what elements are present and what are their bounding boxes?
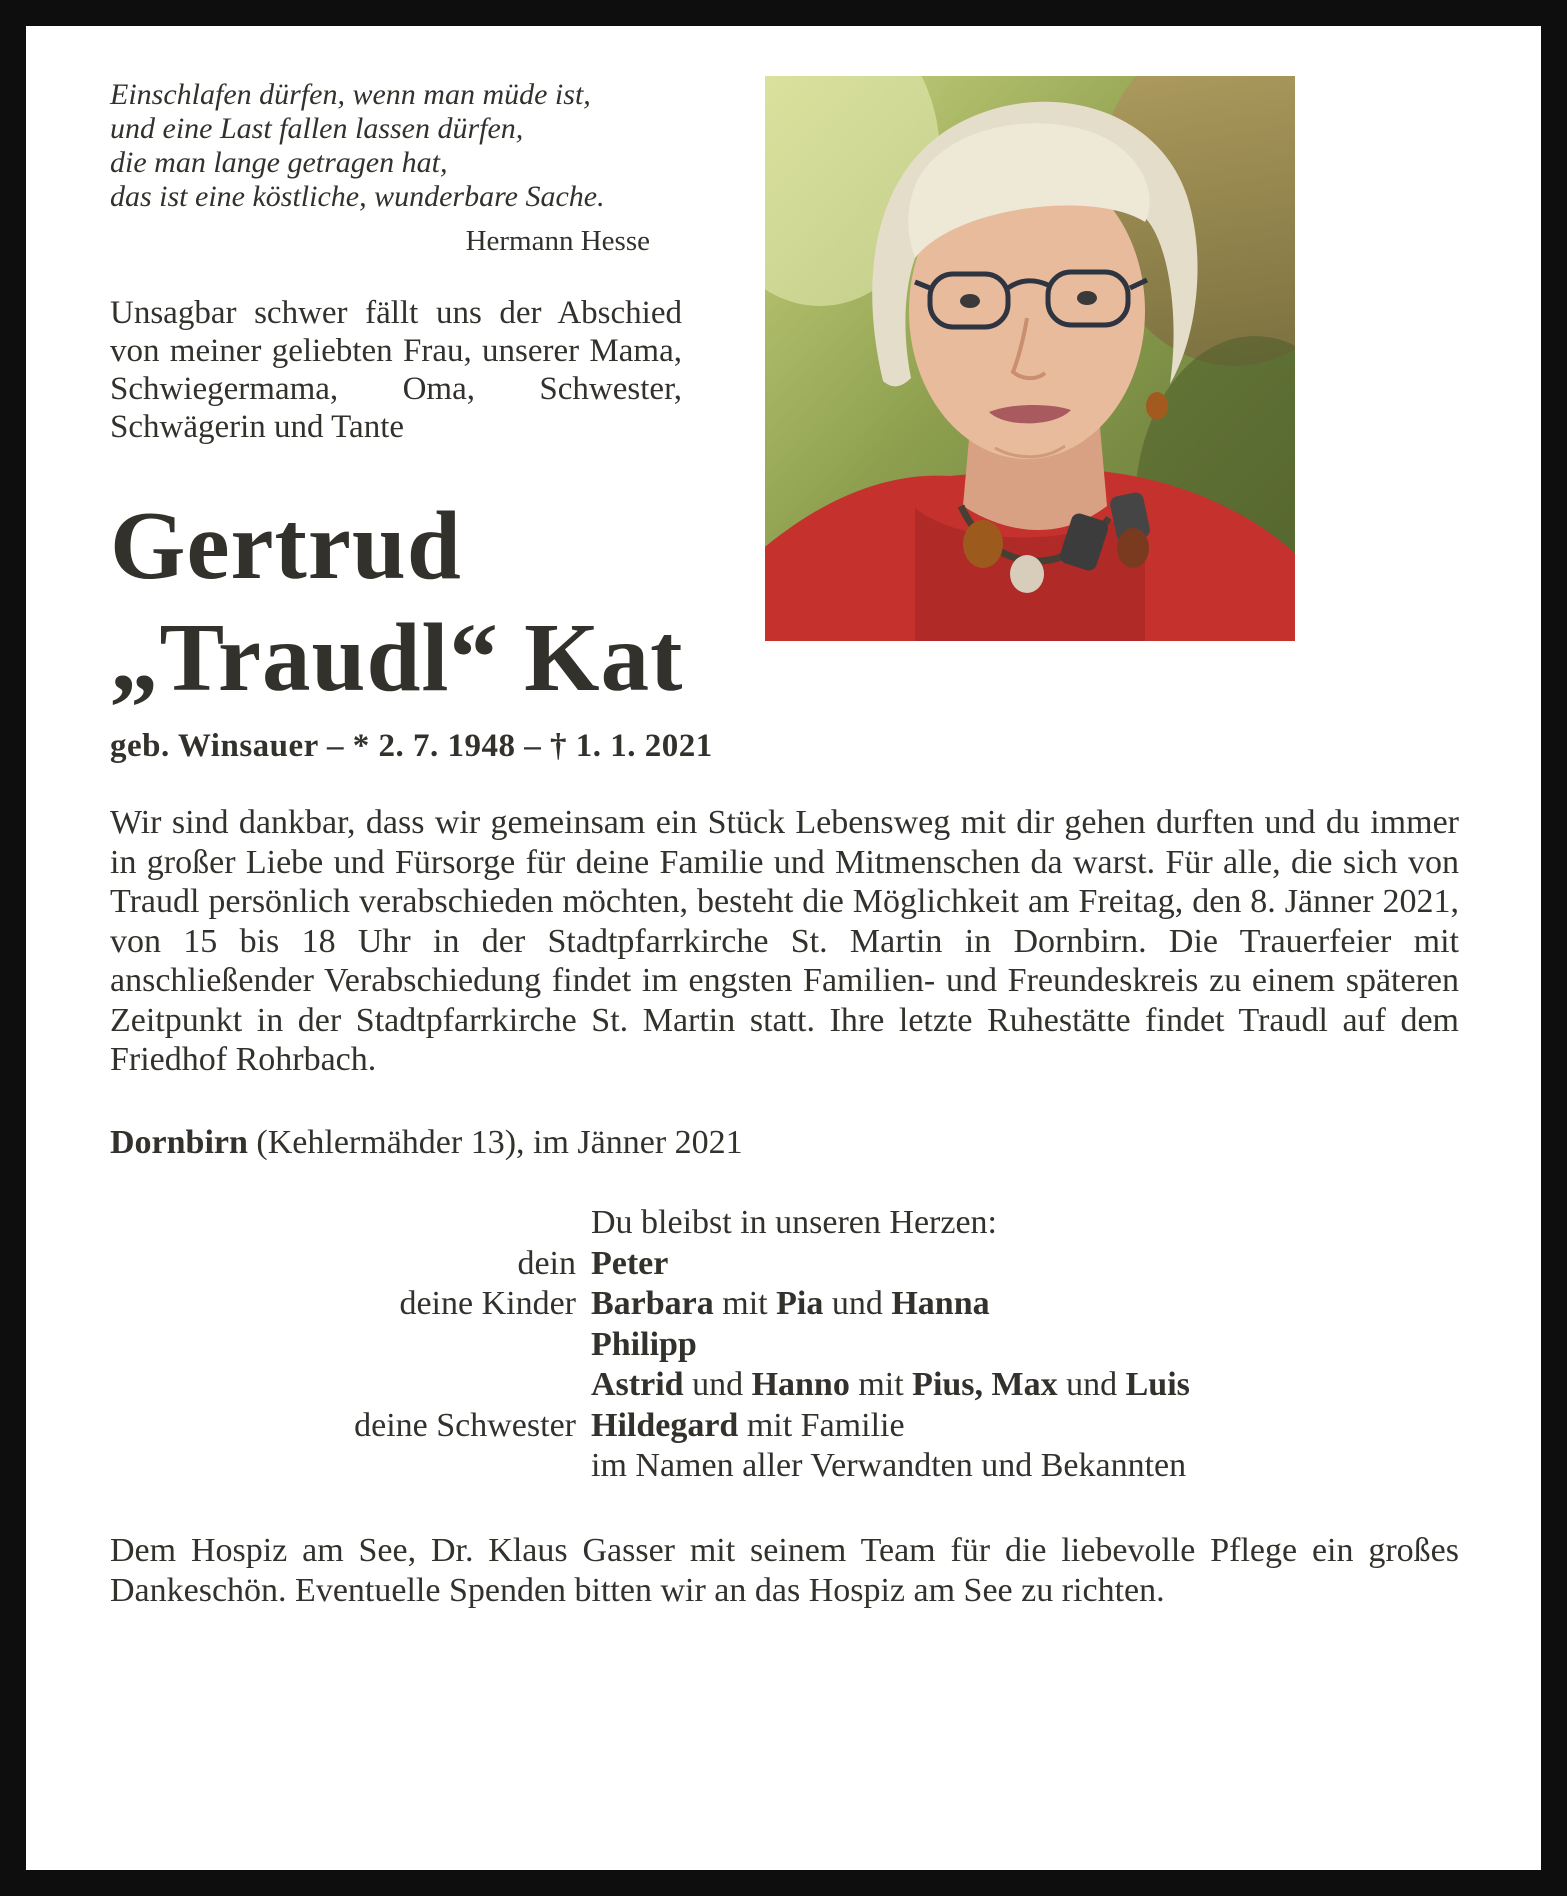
- family-row: [110, 1325, 1459, 1366]
- quote-line: und eine Last fallen lassen dürfen,: [110, 112, 524, 145]
- family-role-label: deine Schwester: [354, 1406, 576, 1444]
- deceased-name: [110, 490, 765, 714]
- top-section: [110, 76, 1459, 765]
- family-names: Hildegard mit Familie: [591, 1406, 905, 1444]
- family-names: im Namen aller Verwandten und Bekannten: [591, 1447, 1187, 1484]
- family-role-label: [110, 1446, 591, 1487]
- family-role-label: deine Kinder: [399, 1285, 576, 1322]
- quote-line: die man lange getragen hat,: [110, 146, 448, 179]
- family-role-label: [110, 1325, 591, 1366]
- intro-text: Unsagbar schwer fällt uns der Abschied von meiner geliebten Frau, unserer Mama, Schwiegermama, Oma, Schwester, Schwägerin und Tante: [110, 295, 682, 445]
- obituary-content: [26, 26, 1541, 1870]
- family-role-label: [110, 1365, 591, 1406]
- portrait-photo: [765, 76, 1295, 641]
- family-names: Peter: [591, 1244, 669, 1282]
- deceased-first-name: Gertrud: [110, 492, 462, 599]
- quote-block: [110, 78, 658, 258]
- family-row: [110, 1406, 1459, 1447]
- family-names: Astrid und Hanno mit Pius, Max und Luis: [591, 1366, 1190, 1403]
- family-row: [110, 1244, 1459, 1285]
- deceased-nickname-surname: „Traudl“ Kat: [110, 604, 684, 711]
- body-text: Wir sind dankbar, dass wir gemeinsam ein Stück Lebensweg mit dir gehen durften und du immer in großer Liebe und Fürsorge für deine Familie und Mitmenschen da warst. Für alle, die sich von Traudl persönlich verabschieden möchten, besteht die Möglichkeit am Freitag, den 8. Jänner 2021, von 15 bis 18 Uhr in der Stadtpfarrkirche St. Martin in Dornbirn. Die Trauerfeier mit anschließender Verabschiedung findet im engsten Familien- und Freundeskreis zu einem späteren Zeitpunkt in der Stadtpfarrkirche St. Martin statt. Ihre letzte Ruhestätte findet Traudl auf dem Friedhof Rohrbach.: [110, 804, 1459, 1078]
- quote-author: Hermann Hesse: [465, 225, 650, 257]
- family-row: [110, 1284, 1459, 1325]
- family-row: [110, 1446, 1459, 1487]
- thanks-text: Dem Hospiz am See, Dr. Klaus Gasser mit seinem Team für die liebevolle Pflege ein großes Dankeschön. Eventuelle Spenden bitten wir an das Hospiz am See zu richten.: [110, 1531, 1459, 1609]
- birth-death-line: geb. Winsauer – * 2. 7. 1948 – † 1. 1. 2021: [110, 728, 713, 764]
- quote-line: Einschlafen dürfen, wenn man müde ist,: [110, 78, 591, 111]
- family-role-label: dein: [517, 1244, 576, 1282]
- quote-line: das ist eine köstliche, wunderbare Sache.: [110, 180, 605, 213]
- family-names: Philipp: [591, 1325, 697, 1363]
- family-row: [110, 1365, 1459, 1406]
- family-list: [110, 1244, 1459, 1487]
- place-date-line: Dornbirn (Kehlermähder 13), im Jänner 2021: [110, 1123, 743, 1161]
- family-names: Barbara mit Pia und Hanna: [591, 1285, 990, 1322]
- left-column: [110, 76, 765, 765]
- hearts-line: Du bleibst in unseren Herzen:: [591, 1203, 997, 1241]
